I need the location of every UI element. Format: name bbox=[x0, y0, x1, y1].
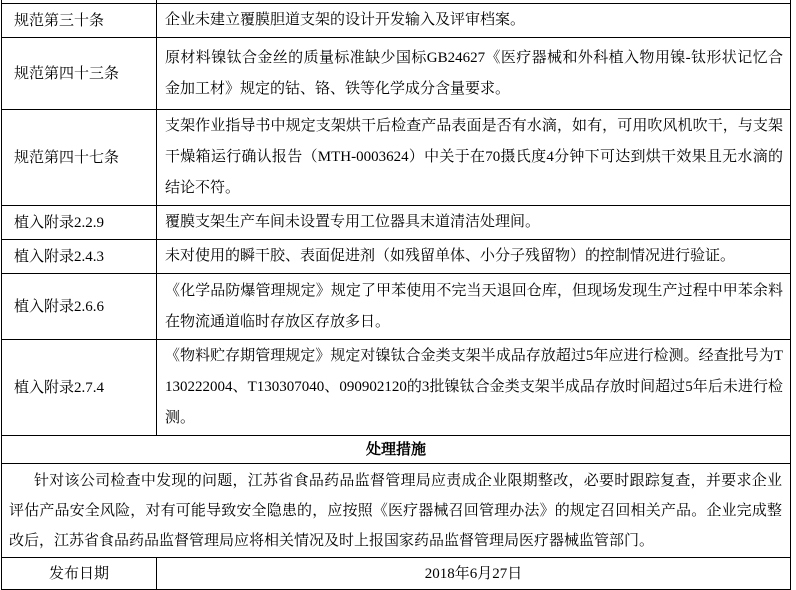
clause-label: 规范第四十七条 bbox=[2, 110, 157, 206]
measures-paragraph-text: 针对该公司检查中发现的问题，江苏省食品药品监督管理局应责成企业限期整改，必要时跟踪复查，并要求企业评估产品安全风险，对有可能导致安全隐患的，应按照《医疗器械召回管理办法》的规定召回相关产品。企业完成整改后，江苏省食品药品监督管理局应将相关情况及时上报国家药品监督管理局医疗器械监管部门。 bbox=[9, 472, 782, 549]
publish-date-value: 2018年6月27日 bbox=[157, 558, 791, 590]
table-row bbox=[2, 110, 791, 206]
table-row bbox=[2, 206, 791, 240]
table-row bbox=[2, 4, 791, 38]
table-row bbox=[2, 274, 791, 340]
clause-content: 未对使用的瞬干胶、表面促进剂（如残留单体、小分子残留物）的控制情况进行验证。 bbox=[157, 240, 791, 274]
clause-label: 植入附录2.6.6 bbox=[2, 274, 157, 340]
publish-date-row bbox=[2, 558, 791, 590]
clause-label: 植入附录2.4.3 bbox=[2, 240, 157, 274]
clause-content: 《物料贮存期管理规定》规定对镍钛合金类支架半成品存放超过5年应进行检测。经查批号为T130222004、T130307040、090902120的3批镍钛合金类支架半成品存放时间超过5年后未进行检测。 bbox=[157, 340, 791, 436]
measures-paragraph-cell bbox=[2, 464, 791, 558]
table-row bbox=[2, 240, 791, 274]
clause-label: 规范第四十三条 bbox=[2, 38, 157, 110]
section-header-row bbox=[2, 436, 791, 464]
clause-label: 植入附录2.7.4 bbox=[2, 340, 157, 436]
clause-content: 原材料镍钛合金丝的质量标准缺少国标GB24627《医疗器械和外科植入物用镍-钛形状记忆合金加工材》规定的钴、铬、铁等化学成分含量要求。 bbox=[157, 38, 791, 110]
clause-label: 规范第三十条 bbox=[2, 4, 157, 38]
clause-content: 《化学品防爆管理规定》规定了甲苯使用不完当天退回仓库，但现场发现生产过程中甲苯余料在物流通道临时存放区存放多日。 bbox=[157, 274, 791, 340]
table-row bbox=[2, 340, 791, 436]
findings-table bbox=[1, 0, 791, 590]
publish-date-label: 发布日期 bbox=[2, 558, 157, 590]
measures-paragraph-row bbox=[2, 464, 791, 558]
clause-content: 覆膜支架生产车间未设置专用工位器具末道清洁处理间。 bbox=[157, 206, 791, 240]
table-row bbox=[2, 38, 791, 110]
section-header: 处理措施 bbox=[2, 436, 791, 464]
clause-content: 支架作业指导书中规定支架烘干后检查产品表面是否有水滴，如有，可用吹风机吹干，与支架干燥箱运行确认报告（MTH-0003624）中关于在70摄氏度4分钟下可达到烘干效果且无水滴的结论不符。 bbox=[157, 110, 791, 206]
clause-label: 植入附录2.2.9 bbox=[2, 206, 157, 240]
clause-content: 企业未建立覆膜胆道支架的设计开发输入及评审档案。 bbox=[157, 4, 791, 38]
